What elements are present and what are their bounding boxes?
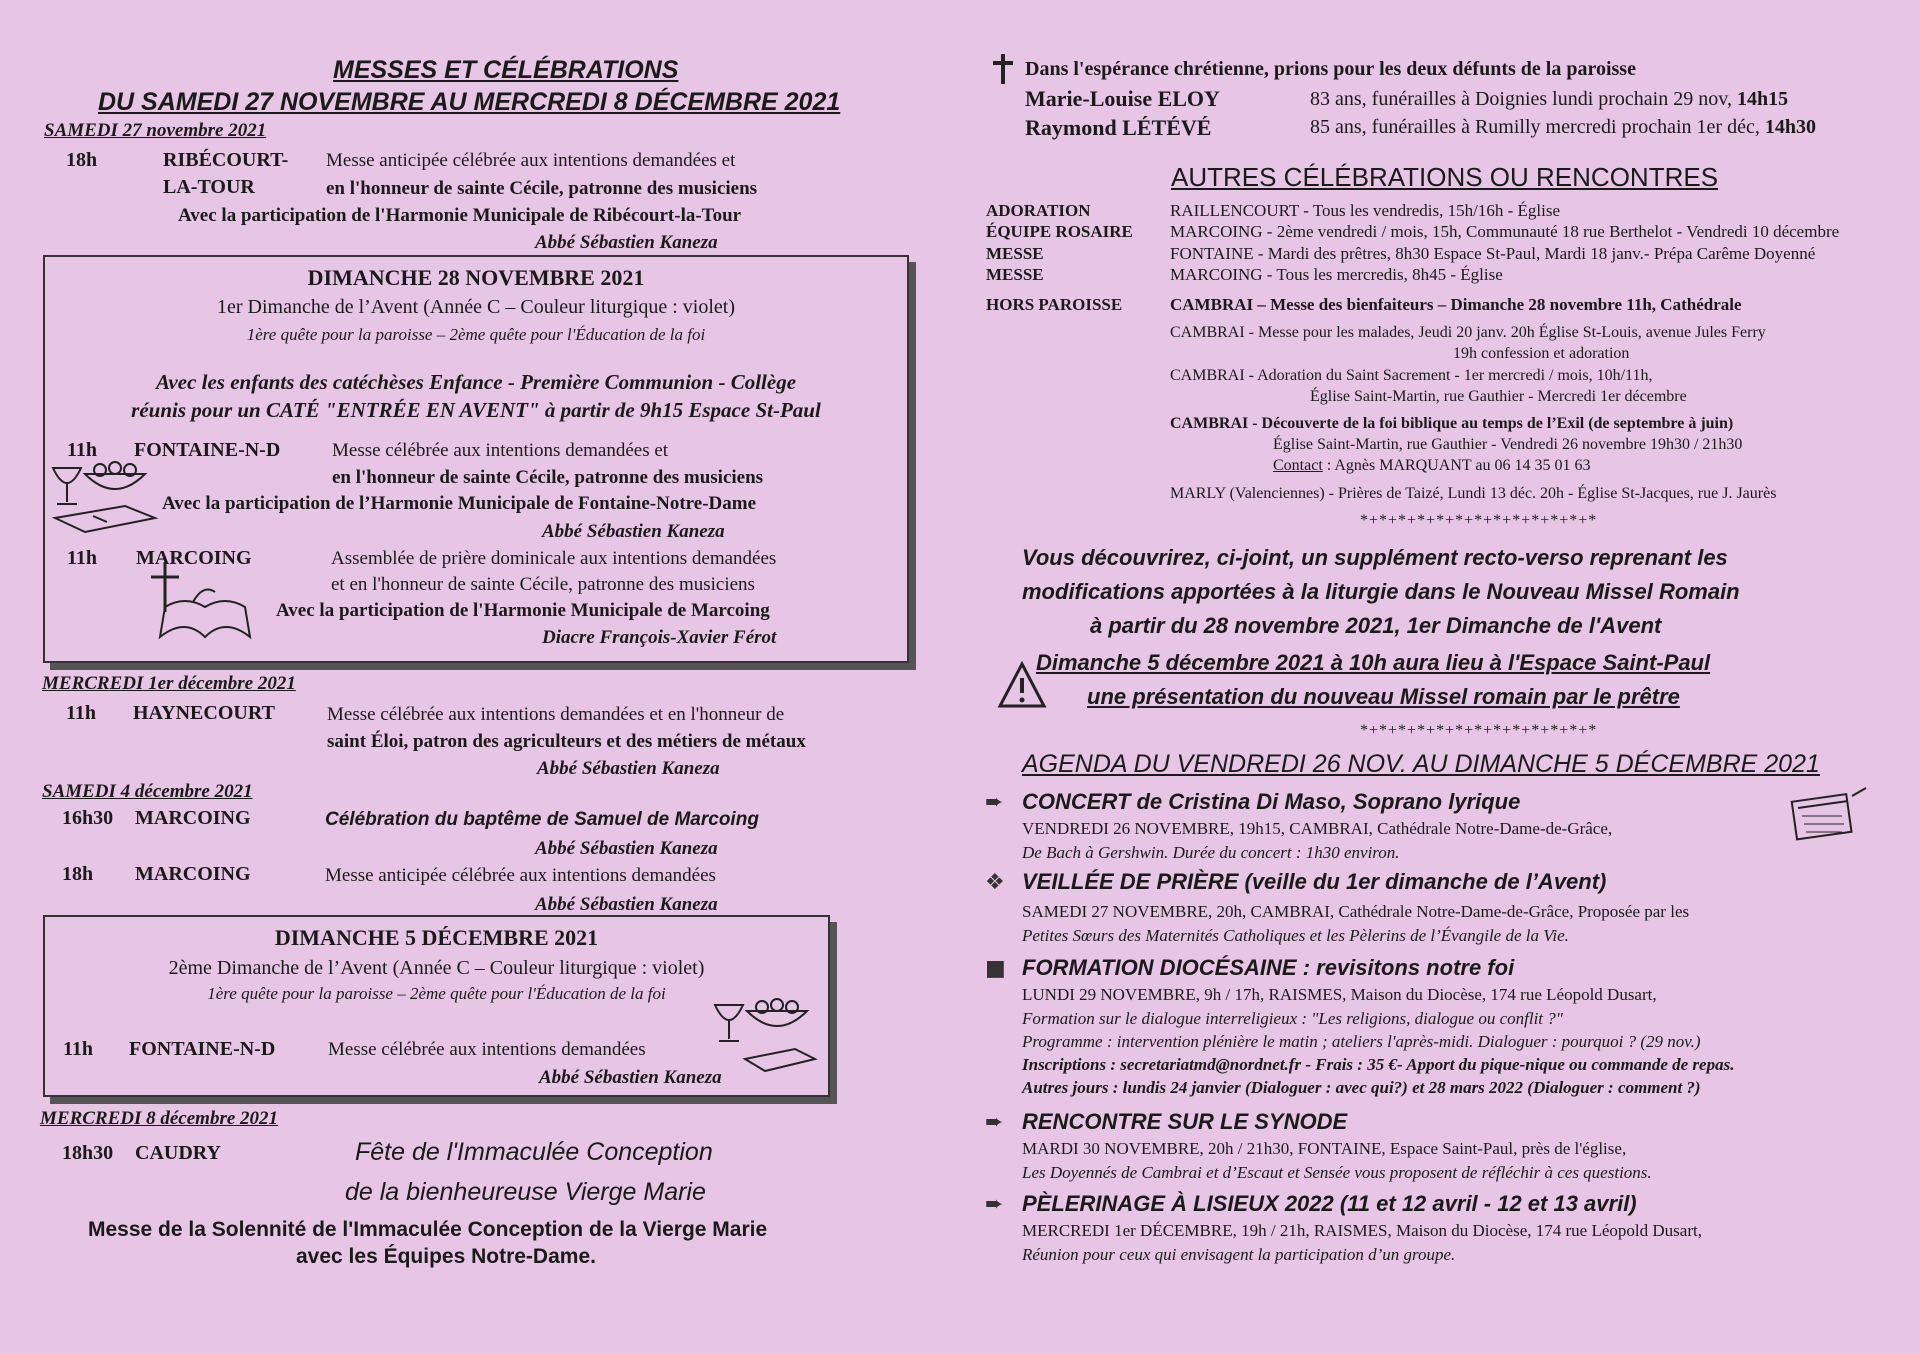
missel-line-4: Dimanche 5 décembre 2021 à 10h aura lieu à l'Espace Saint-Paul xyxy=(1036,650,1711,675)
text-line: en l'honneur de sainte Cécile, patronne des musiciens xyxy=(326,178,758,199)
heading: DIMANCHE 5 DÉCEMBRE 2021 xyxy=(274,925,599,950)
cate-line-1: Avec les enfants des catéchèses Enfance - Première Communion - Collège xyxy=(155,370,797,394)
date-mer1: MERCREDI 1er décembre 2021 xyxy=(42,673,296,694)
quete: 1ère quête pour la paroisse – 2ème quête pour l'Éducation de la foi xyxy=(246,325,706,344)
agenda-line: Programme : intervention plénière le matin ; ateliers l'après-midi. Dialoguer : pourquoi ? (29 nov.) xyxy=(1022,1032,1701,1051)
agenda-line: LUNDI 29 NOVEMBRE, 9h / 17h, RAISMES, Maison du Diocèse, 174 rue Léopold Dusart, xyxy=(1022,985,1657,1004)
text-line: Messe célébrée aux intentions demandées et xyxy=(332,440,669,461)
row-value: 19h confession et adoration xyxy=(1453,345,1630,362)
place: HAYNECOURT xyxy=(133,702,275,724)
liturgical-sub: 2ème Dimanche de l’Avent (Année C – Couleur liturgique : violet) xyxy=(168,957,705,979)
date-mer8: MERCREDI 8 décembre 2021 xyxy=(40,1108,279,1129)
text-line: saint Éloi, patron des agriculteurs et des métiers de métaux xyxy=(327,731,806,752)
arrow-icon: ➨ xyxy=(985,1192,1004,1217)
missel-line-1: Vous découvrirez, ci-joint, un supplément recto-verso reprenant les xyxy=(1022,545,1728,570)
text-line: Avec la participation de l’Harmonie Municipale de Fontaine-Notre-Dame xyxy=(162,493,757,514)
box-dimanche-28 xyxy=(43,255,909,663)
row-label: HORS PAROISSE xyxy=(986,295,1123,314)
agenda-line: Formation sur le dialogue interreligieux : "Les religions, dialogue ou conflit ?" xyxy=(1022,1009,1563,1028)
text-line: Messe anticipée célébrée aux intentions demandées et xyxy=(326,150,736,171)
row-value: MARCOING - Tous les mercredis, 8h45 - Église xyxy=(1170,265,1503,284)
agenda-line: Les Doyennés de Cambrai et d’Escaut et Sensée vous proposent de réfléchir à ces questions. xyxy=(1022,1163,1652,1182)
place: LA-TOUR xyxy=(163,176,255,198)
agenda-line: VENDREDI 26 NOVEMBRE, 19h15, CAMBRAI, Cathédrale Notre-Dame-de-Grâce, xyxy=(1022,819,1613,838)
time: 18h xyxy=(66,149,98,171)
missel-line-5: une présentation du nouveau Missel romain par le prêtre xyxy=(1087,684,1680,709)
text-line: Avec la participation de l'Harmonie Municipale de Ribécourt-la-Tour xyxy=(178,205,742,226)
cross-book-icon xyxy=(145,557,255,652)
agenda-item-title: CONCERT de Cristina Di Maso, Soprano lyrique xyxy=(1022,789,1521,814)
time: 16h30 xyxy=(62,807,114,829)
text-line: Messe célébrée aux intentions demandées xyxy=(328,1039,646,1060)
box-dimanche-5 xyxy=(43,915,830,1097)
text-line: Messe célébrée aux intentions demandées et en l'honneur de xyxy=(327,704,785,725)
solennite-line-2: avec les Équipes Notre-Dame. xyxy=(296,1245,596,1268)
row-value: CAMBRAI – Messe des bienfaiteurs – Dimanche 28 novembre 11h, Cathédrale xyxy=(1170,295,1742,314)
place: MARCOING xyxy=(135,863,251,885)
date-sam27: SAMEDI 27 novembre 2021 xyxy=(44,120,267,141)
row-value: CAMBRAI - Découverte de la foi biblique au temps de l’Exil (de septembre à juin) xyxy=(1170,415,1734,432)
cross-icon xyxy=(990,52,1016,86)
agenda-line: Petites Sœurs des Maternités Catholiques et les Pèlerins de l’Évangile de la Vie. xyxy=(1022,926,1569,945)
place: FONTAINE-N-D xyxy=(134,439,281,461)
fete-line-2: de la bienheureuse Vierge Marie xyxy=(345,1178,706,1206)
star-divider: *+*+*+*+*+*+*+*+*+*+*+*+* xyxy=(1360,722,1598,739)
priest: Abbé Sébastien Kaneza xyxy=(537,758,720,779)
date-sam4: SAMEDI 4 décembre 2021 xyxy=(42,781,253,802)
time: 11h xyxy=(66,702,97,724)
row-value: Église Saint-Martin, rue Gauthier - Vendredi 26 novembre 19h30 / 21h30 xyxy=(1273,436,1743,453)
time: 18h30 xyxy=(62,1142,114,1164)
agenda-line: MARDI 30 NOVEMBRE, 20h / 21h30, FONTAINE, Espace Saint-Paul, près de l'église, xyxy=(1022,1139,1627,1158)
text-line: Assemblée de prière dominicale aux intentions demandées xyxy=(331,548,777,569)
agenda-item-title: VEILLÉE DE PRIÈRE (veille du 1er dimanche de l’Avent) xyxy=(1022,869,1607,894)
time: 11h xyxy=(67,547,98,569)
chalice-bread-book-icon xyxy=(707,989,819,1079)
calendar-icon xyxy=(1790,786,1870,841)
agenda-line: SAMEDI 27 NOVEMBRE, 20h, CAMBRAI, Cathédrale Notre-Dame-de-Grâce, Proposée par les xyxy=(1022,902,1690,921)
row-value: CAMBRAI - Messe pour les malades, Jeudi 20 janv. 20h Église St-Louis, avenue Jules Ferry xyxy=(1170,324,1766,341)
arrow-icon: ❖ xyxy=(985,870,1005,895)
autres-title: AUTRES CÉLÉBRATIONS OU RENCONTRES xyxy=(1171,162,1719,192)
defunt-name: Raymond LÉTÉVÉ xyxy=(1025,115,1212,140)
text-line: en l'honneur de sainte Cécile, patronne des musiciens xyxy=(332,467,764,488)
agenda-line: De Bach à Gershwin. Durée du concert : 1h30 environ. xyxy=(1022,843,1400,862)
deacon: Diacre François-Xavier Férot xyxy=(542,627,777,648)
place: MARCOING xyxy=(135,807,251,829)
place: MARCOING xyxy=(136,547,252,569)
defunts-intro: Dans l'espérance chrétienne, prions pour les deux défunts de la paroisse xyxy=(1025,58,1636,80)
fete-line-1: Fête de l'Immaculée Conception xyxy=(355,1138,713,1166)
priest: Abbé Sébastien Kaneza xyxy=(535,838,718,859)
row-label: MESSE xyxy=(986,265,1044,284)
row-value: MARLY (Valenciennes) - Prières de Taizé, Lundi 13 déc. 20h - Église St-Jacques, rue J. Jaurès xyxy=(1170,485,1777,502)
row-value: Contact : Agnès MARQUANT au 06 14 35 01 63 xyxy=(1273,457,1591,474)
arrow-icon: ➨ xyxy=(985,790,1004,815)
row-label: MESSE xyxy=(986,244,1044,263)
agenda-line: Autres jours : lundis 24 janvier (Dialoguer : avec qui?) et 28 mars 2022 (Dialoguer : comment ?) xyxy=(1022,1078,1701,1097)
agenda-item-title: FORMATION DIOCÉSAINE : revisitons notre foi xyxy=(1022,955,1515,980)
title-line-2: DU SAMEDI 27 NOVEMBRE AU MERCREDI 8 DÉCEMBRE 2021 xyxy=(98,88,841,116)
text-line: Célébration du baptême de Samuel de Marcoing xyxy=(325,809,759,830)
liturgical-sub: 1er Dimanche de l’Avent (Année C – Couleur liturgique : violet) xyxy=(216,296,735,318)
priest: Abbé Sébastien Kaneza xyxy=(542,521,725,542)
place: CAUDRY xyxy=(135,1142,221,1164)
missel-line-2: modifications apportées à la liturgie dans le Nouveau Missel Romain xyxy=(1022,579,1740,604)
text-line: Avec la participation de l'Harmonie Municipale de Marcoing xyxy=(276,600,770,621)
agenda-item-title: PÈLERINAGE À LISIEUX 2022 (11 et 12 avril - 12 et 13 avril) xyxy=(1022,1191,1637,1216)
text-line: Messe anticipée célébrée aux intentions demandées xyxy=(325,865,716,886)
priest: Abbé Sébastien Kaneza xyxy=(535,894,718,915)
agenda-item-title: RENCONTRE SUR LE SYNODE xyxy=(1022,1109,1348,1134)
cate-line-2: réunis pour un CATÉ "ENTRÉE EN AVENT" à partir de 9h15 Espace St-Paul xyxy=(131,398,821,422)
agenda-line: MERCREDI 1er DÉCEMBRE, 19h / 21h, RAISMES, Maison du Diocèse, 174 rue Léopold Dusart, xyxy=(1022,1221,1702,1240)
place: FONTAINE-N-D xyxy=(129,1038,276,1060)
time: 11h xyxy=(67,439,98,461)
priest: Abbé Sébastien Kaneza xyxy=(539,1067,722,1088)
defunt-info: 83 ans, funérailles à Doignies lundi prochain 29 nov, 14h15 xyxy=(1310,88,1789,110)
heading: DIMANCHE 28 NOVEMBRE 2021 xyxy=(307,265,645,290)
time: 11h xyxy=(63,1038,94,1060)
title-line-1: MESSES ET CÉLÉBRATIONS xyxy=(333,56,679,84)
row-value: RAILLENCOURT - Tous les vendredis, 15h/16h - Église xyxy=(1170,201,1561,220)
row-value: MARCOING - 2ème vendredi / mois, 15h, Communauté 18 rue Berthelot - Vendredi 10 décembre xyxy=(1170,222,1840,241)
star-divider: *+*+*+*+*+*+*+*+*+*+*+*+* xyxy=(1360,512,1598,529)
square-bullet-icon: ■ xyxy=(985,956,1006,981)
chalice-bread-book-icon xyxy=(45,452,165,542)
arrow-icon: ➨ xyxy=(985,1110,1004,1135)
row-label: ADORATION xyxy=(986,201,1091,220)
solennite-line-1: Messe de la Solennité de l'Immaculée Conception de la Vierge Marie xyxy=(88,1218,768,1241)
row-value: CAMBRAI - Adoration du Saint Sacrement - 1er mercredi / mois, 10h/11h, xyxy=(1170,367,1653,384)
row-value: Église Saint-Martin, rue Gauthier - Mercredi 1er décembre xyxy=(1310,388,1687,405)
missel-line-3: à partir du 28 novembre 2021, 1er Dimanche de l'Avent xyxy=(1090,613,1662,638)
row-label: ÉQUIPE ROSAIRE xyxy=(986,222,1133,241)
agenda-line: Réunion pour ceux qui envisagent la participation d’un groupe. xyxy=(1022,1245,1456,1264)
defunt-name: Marie-Louise ELOY xyxy=(1025,86,1220,111)
text-line: et en l'honneur de sainte Cécile, patronne des musiciens xyxy=(331,574,755,595)
priest: Abbé Sébastien Kaneza xyxy=(535,232,718,253)
agenda-title: AGENDA DU VENDREDI 26 NOV. AU DIMANCHE 5 DÉCEMBRE 2021 xyxy=(1022,750,1820,778)
agenda-line: Inscriptions : secretariatmd@nordnet.fr - Frais : 35 €- Apport du pique-nique ou commande de repas. xyxy=(1022,1055,1735,1074)
row-value: FONTAINE - Mardi des prêtres, 8h30 Espace St-Paul, Mardi 18 janv.- Prépa Carême Doyenné xyxy=(1170,244,1816,263)
place: RIBÉCOURT- xyxy=(163,149,289,171)
defunt-info: 85 ans, funérailles à Rumilly mercredi prochain 1er déc, 14h30 xyxy=(1310,116,1816,138)
time: 18h xyxy=(62,863,94,885)
quete: 1ère quête pour la paroisse – 2ème quête pour l'Éducation de la foi xyxy=(207,984,666,1003)
